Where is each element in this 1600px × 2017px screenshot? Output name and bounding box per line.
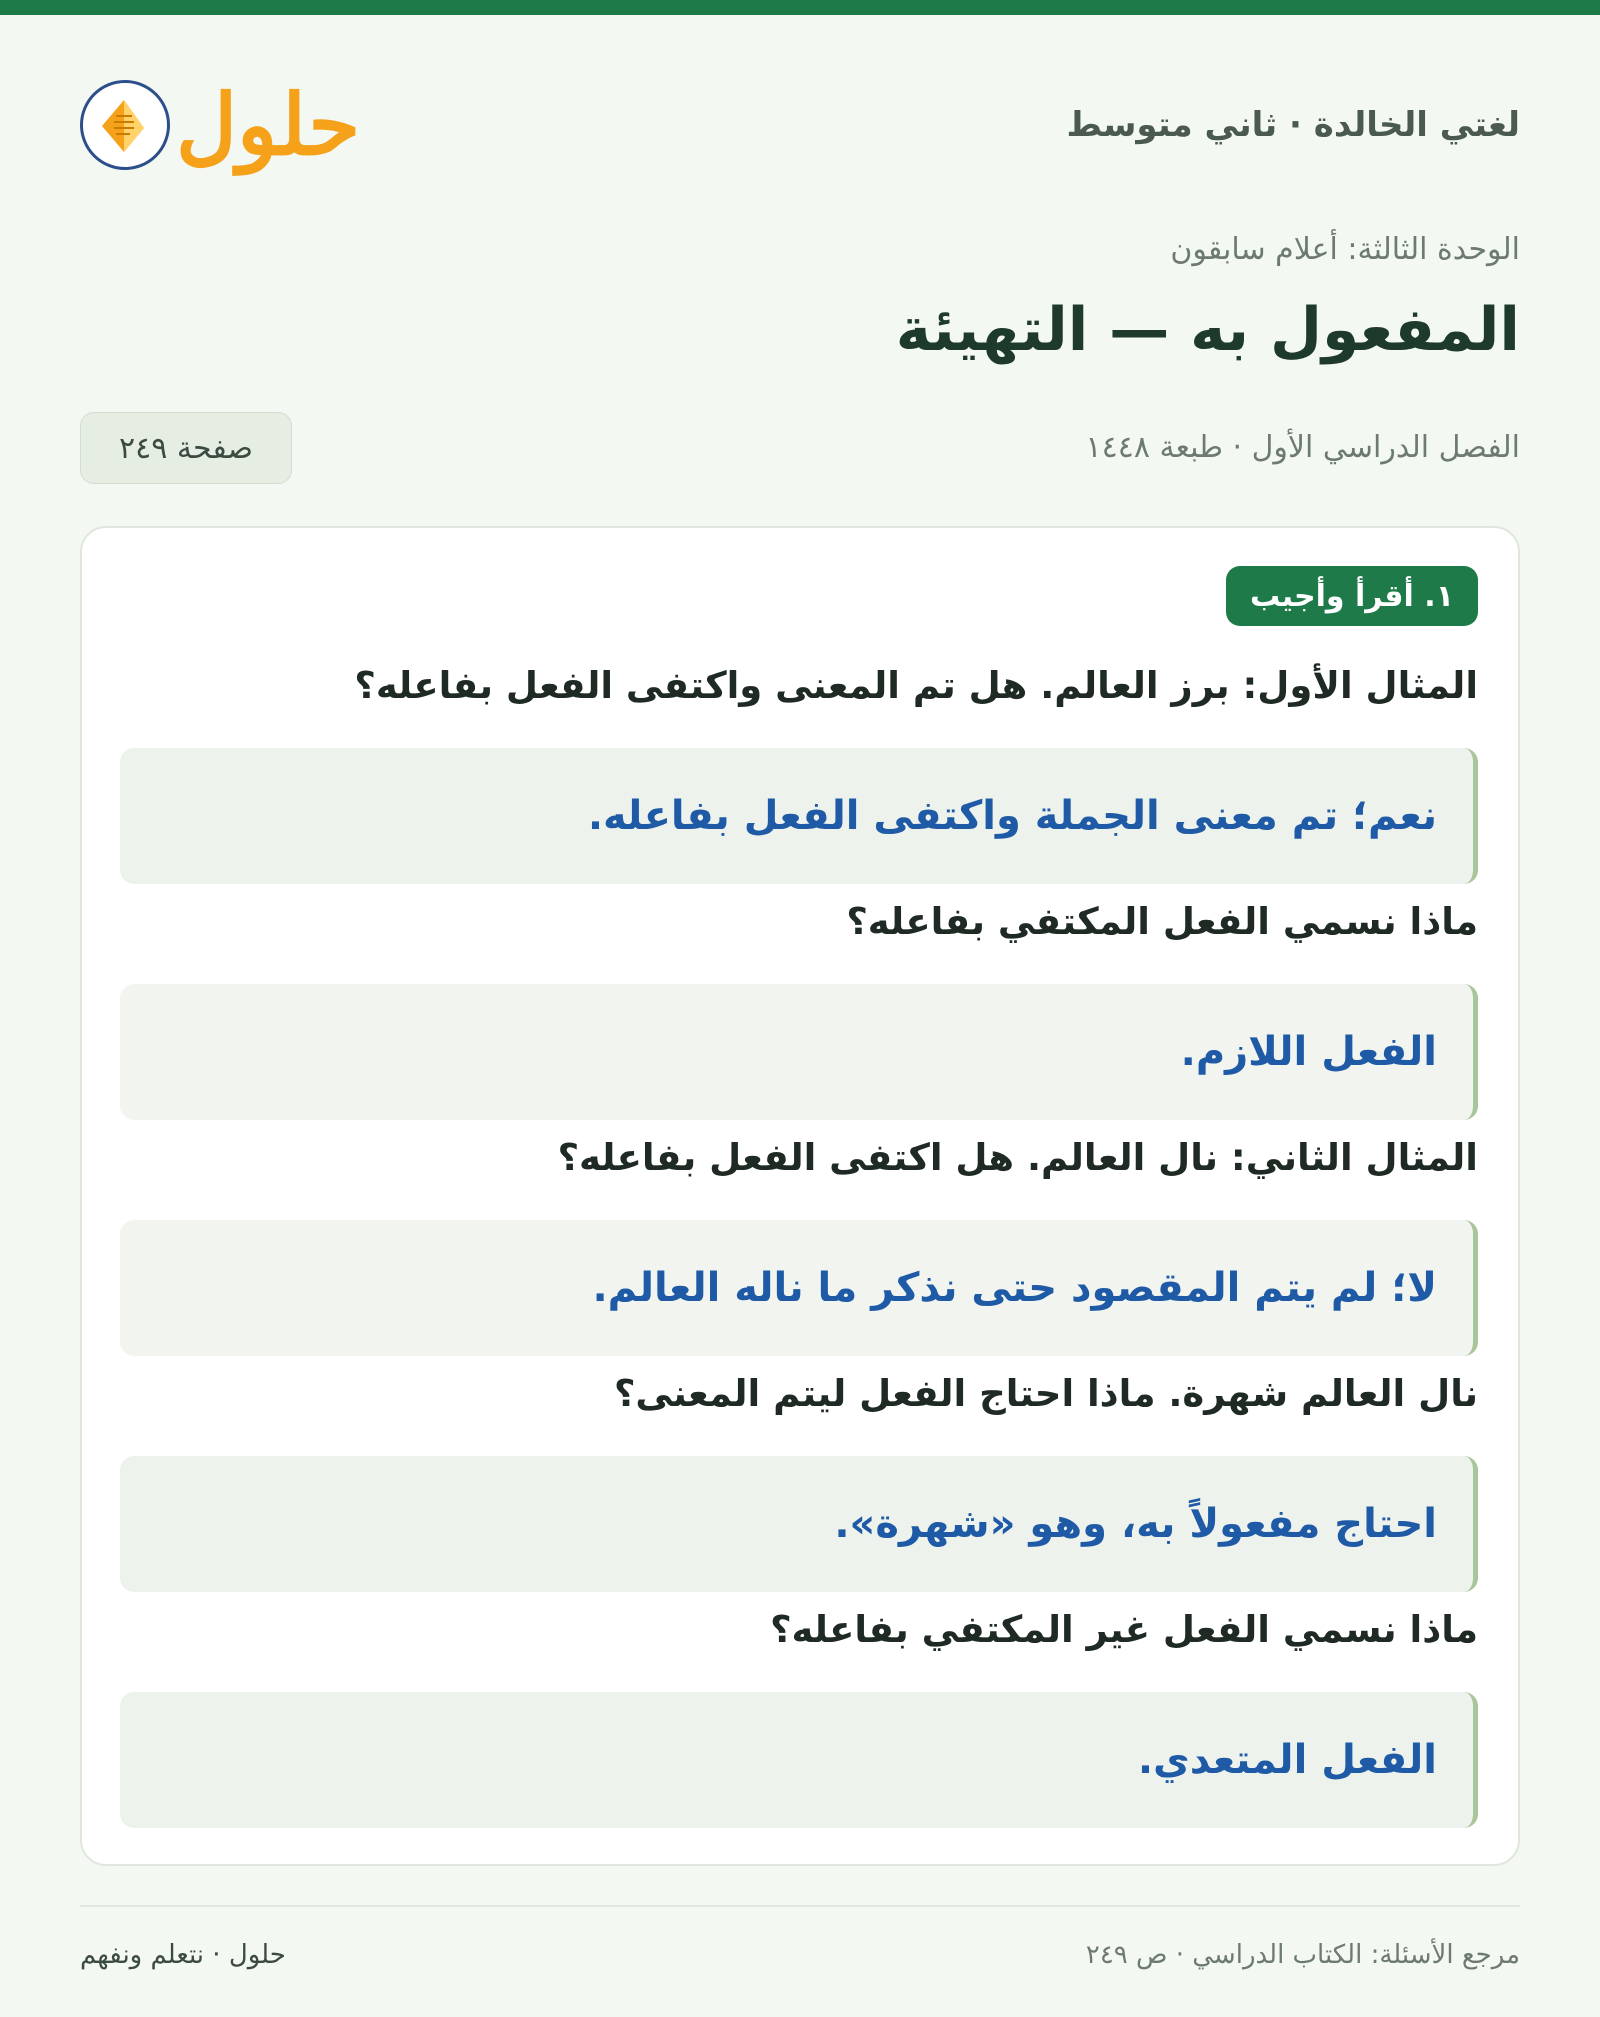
section-badge: ١. أقرأ وأجيب <box>1226 566 1478 626</box>
question-3: المثال الثاني: نال العالم. هل اكتفى الفعل بفاعله؟ <box>557 1136 1478 1179</box>
exercise-card <box>80 526 1520 1866</box>
footer-source: مرجع الأسئلة: الكتاب الدراسي · ص ٢٤٩ <box>1085 1940 1520 1970</box>
answer-4: احتاج مفعولاً به، وهو «شهرة». <box>120 1456 1478 1592</box>
footer-brand: حلول · نتعلم ونفهم <box>80 1940 286 1970</box>
page-header <box>80 60 1520 190</box>
question-2: ماذا نسمي الفعل المكتفي بفاعله؟ <box>846 900 1478 943</box>
answer-1: نعم؛ تم معنى الجملة واكتفى الفعل بفاعله. <box>120 748 1478 884</box>
answer-2: الفعل اللازم. <box>120 984 1478 1120</box>
page-title: المفعول به — التهيئة <box>895 295 1520 365</box>
footer-divider <box>80 1905 1520 1907</box>
site-logo[interactable] <box>80 75 361 174</box>
unit-label: الوحدة الثالثة: أعلام سابقون <box>1170 232 1520 267</box>
question-4: نال العالم شهرة. ماذا احتاج الفعل ليتم المعنى؟ <box>613 1372 1478 1415</box>
edition-meta: الفصل الدراسي الأول · طبعة ١٤٤٨ <box>1085 430 1520 465</box>
logo-text: حلول <box>176 75 361 174</box>
course-title: لغتي الخالدة · ثاني متوسط <box>1066 105 1520 145</box>
question-5: ماذا نسمي الفعل غير المكتفي بفاعله؟ <box>770 1608 1478 1651</box>
answer-5: الفعل المتعدي. <box>120 1692 1478 1828</box>
book-icon <box>80 80 170 170</box>
question-1: المثال الأول: برز العالم. هل تم المعنى واكتفى الفعل بفاعله؟ <box>354 664 1478 707</box>
page-number-badge: صفحة ٢٤٩ <box>80 412 292 484</box>
top-accent-bar <box>0 0 1600 15</box>
answer-3: لا؛ لم يتم المقصود حتى نذكر ما ناله العالم. <box>120 1220 1478 1356</box>
